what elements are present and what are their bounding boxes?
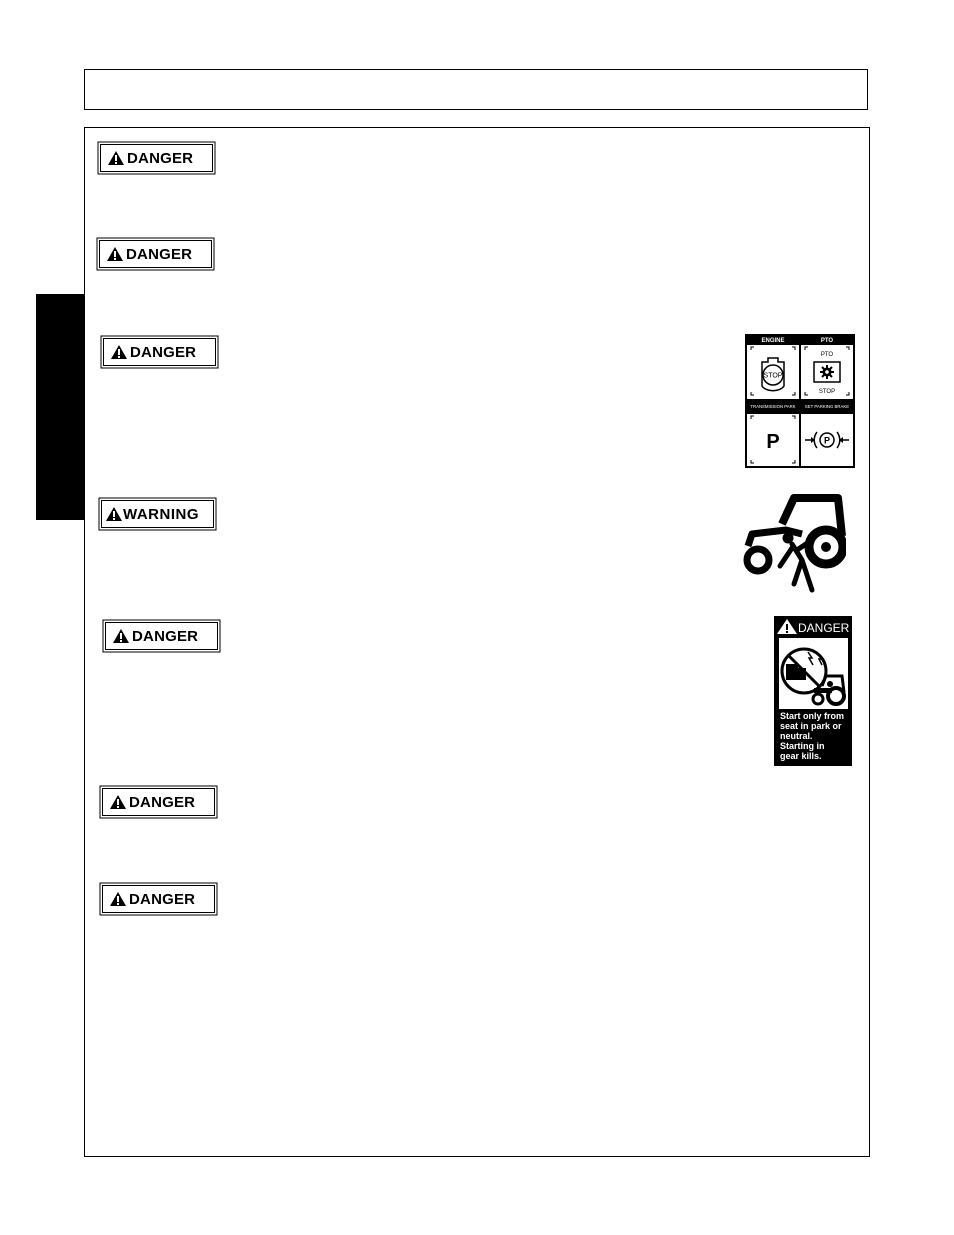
engine-label: ENGINE — [761, 338, 785, 344]
danger-badge-2 — [99, 240, 212, 268]
pto-inner-label: PTO — [820, 352, 834, 358]
start-decal-line-3: neutral. — [780, 731, 813, 741]
start-decal-line-5: gear kills. — [780, 751, 822, 761]
runover-hazard-icon — [742, 494, 846, 594]
start-decal-header: DANGER — [798, 621, 850, 635]
danger-badge-6 — [102, 885, 215, 913]
danger-badge-1 — [100, 144, 213, 172]
warning-triangle-icon — [107, 247, 123, 261]
start-decal-line-2: seat in park or — [780, 721, 842, 731]
transmission-park-label: TRANSMISSION PARK — [750, 404, 796, 409]
start-decal-line-4: Starting in — [780, 741, 825, 751]
danger-badge-3 — [103, 338, 216, 366]
danger-label: DANGER — [129, 793, 196, 811]
warning-triangle-icon — [111, 345, 127, 359]
warning-triangle-icon — [113, 629, 129, 643]
warning-badge — [101, 500, 214, 528]
danger-label: DANGER — [126, 245, 193, 263]
danger-badge-5 — [102, 788, 215, 816]
park-letter: P — [766, 431, 780, 453]
danger-label: DANGER — [130, 343, 197, 361]
page-header-box — [84, 69, 868, 110]
engine-stop-icon — [762, 358, 784, 391]
warning-triangle-icon — [110, 892, 126, 906]
danger-label: DANGER — [127, 149, 194, 167]
warning-triangle-icon — [110, 795, 126, 809]
warning-label: WARNING — [123, 505, 199, 523]
svg-text:P: P — [823, 435, 831, 446]
start-decal-line-1: Start only from — [780, 711, 845, 721]
danger-badge-4 — [105, 622, 218, 650]
parking-brake-label: SET PARKING BRAKE — [804, 404, 850, 409]
warning-triangle-icon — [106, 507, 122, 521]
stop-label: STOP — [763, 372, 783, 380]
pto-stop-label: STOP — [818, 389, 836, 395]
danger-label: DANGER — [132, 627, 199, 645]
control-shutdown-decal — [745, 334, 855, 468]
section-side-tab — [36, 294, 84, 520]
danger-label: DANGER — [129, 890, 196, 908]
pto-gear-icon — [820, 365, 834, 379]
warning-triangle-icon — [108, 151, 124, 165]
start-from-seat-decal — [774, 616, 852, 766]
pto-label: PTO — [820, 338, 834, 344]
